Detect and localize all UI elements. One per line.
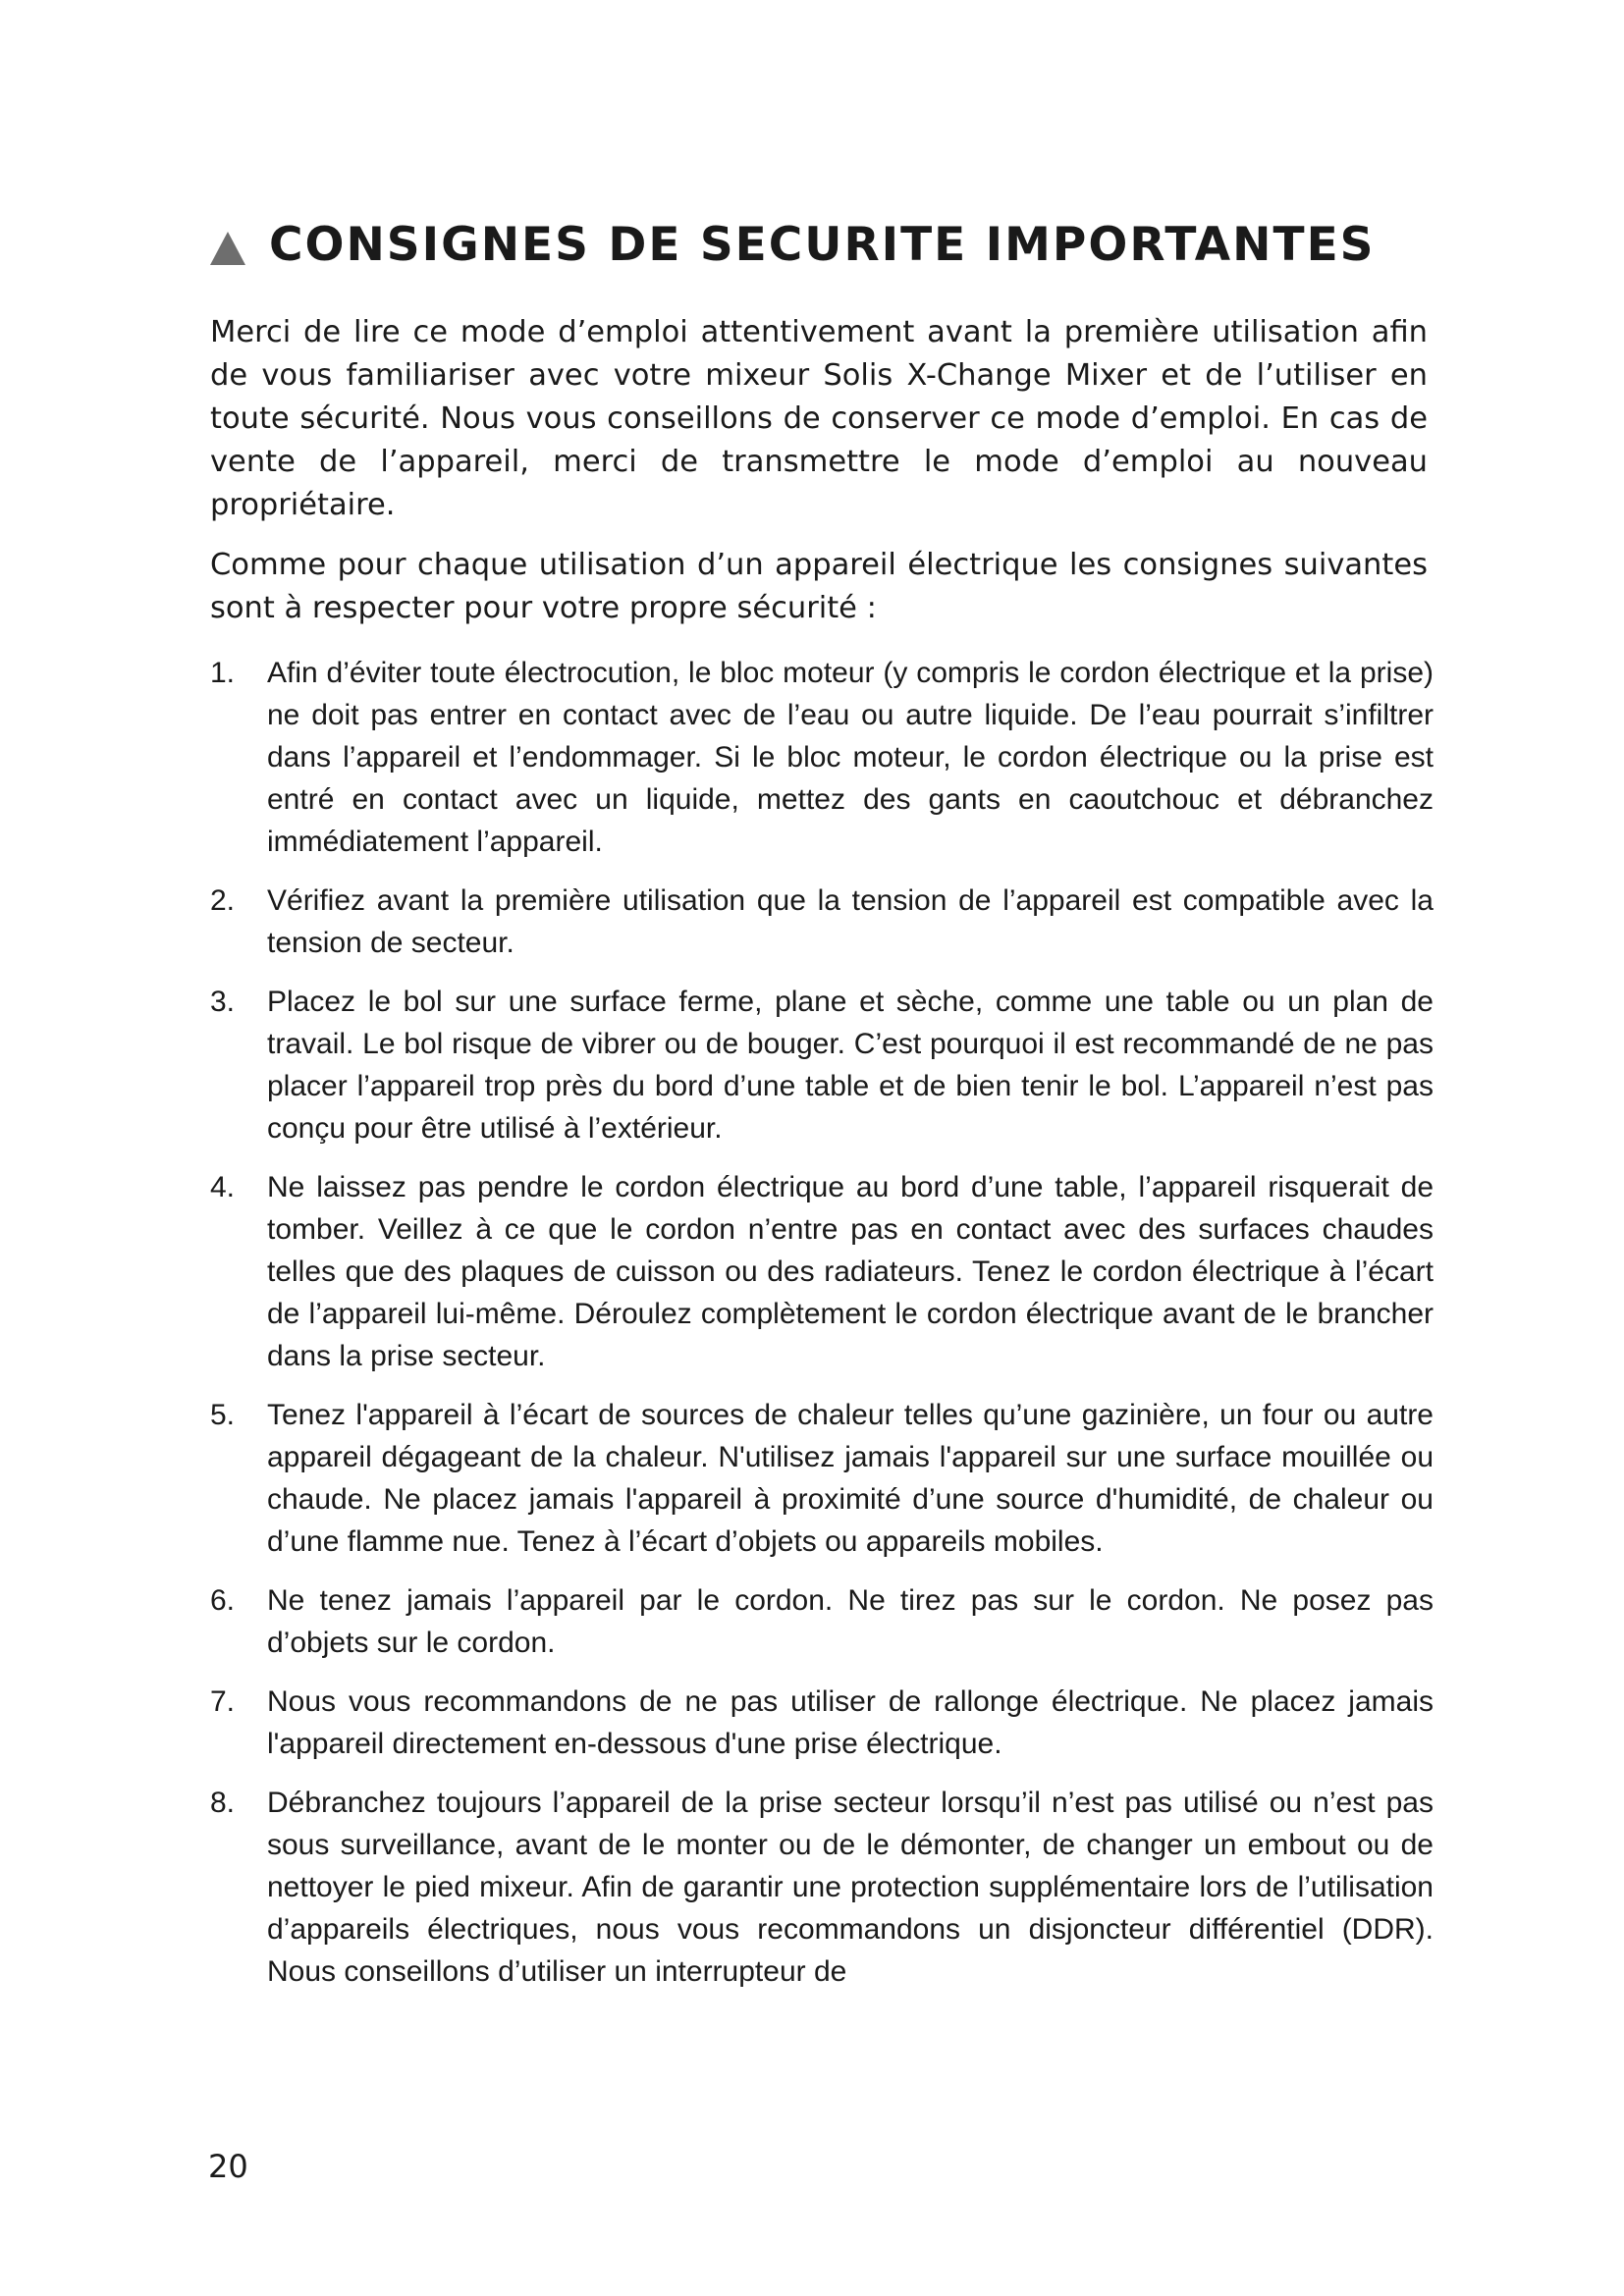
list-item-number: 7. bbox=[210, 1685, 236, 1718]
page-number: 20 bbox=[208, 2148, 248, 2185]
list-item bbox=[210, 1166, 1434, 1377]
list-item bbox=[210, 1681, 1434, 1765]
intro-paragraph-2: Comme pour chaque utilisation d’un appareil électrique les consignes suivantes sont à respecter pour votre propre sécurité : bbox=[210, 548, 1428, 625]
list-item-text: Placez le bol sur une surface ferme, plane et sèche, comme une table ou un plan de travail. Le bol risque de vibrer ou de bouger. C’est pourquoi il est recommandé de ne pas placer l’appareil trop près du bord d’une table et de bien tenir le bol. L’appareil n’est pas conçu pour être utilisé à l’extérieur. bbox=[267, 986, 1434, 1145]
list-item-text: Ne laissez pas pendre le cordon électrique au bord d’une table, l’appareil risquerait de tomber. Veillez à ce que le cordon n’entre pas en contact avec des surfaces chaudes telles que des plaques de cuisson ou des radiateurs. Tenez le cordon électrique à l’écart de l’appareil lui-même. Déroulez complètement le cordon électrique avant de le brancher dans la prise secteur. bbox=[267, 1171, 1434, 1372]
list-item-number: 8. bbox=[210, 1787, 236, 1819]
list-item-text: Afin d’éviter toute électrocution, le bloc moteur (y compris le cordon électrique et la prise) ne doit pas entrer en contact avec de l’eau ou autre liquide. De l’eau pourrait s’infiltrer dans l’appareil et l’endommager. Si le bloc moteur, le cordon électrique ou la prise est entré en contact avec un liquide, mettez des gants en caoutchouc et débranchez immédiatement l’appareil. bbox=[267, 657, 1434, 858]
list-item bbox=[210, 652, 1434, 863]
list-item-text: Débranchez toujours l’appareil de la prise secteur lorsqu’il n’est pas utilisé ou n’est pas sous surveillance, avant de le monter ou de le démonter, de changer un embout ou de nettoyer le pied mixeur. Afin de garantir une protection supplémentaire lors de l’utilisation d’appareils électriques, nous vous recommandons un disjoncteur différentiel (DDR). Nous conseillons d’utiliser un interrupteur de bbox=[267, 1787, 1434, 1988]
list-item-number: 2. bbox=[210, 884, 236, 917]
intro-paragraph-1: Merci de lire ce mode d’emploi attentivement avant la première utilisation afin de vous familiariser avec votre mixeur Solis X-Change Mixer et de l’utiliser en toute sécurité. Nous vous conseillons de conserver ce mode d’emploi. En cas de vente de l’appareil, merci de transmettre le mode d’emploi au nouveau propriétaire. bbox=[210, 315, 1428, 522]
page-title: CONSIGNES DE SECURITE IMPORTANTES bbox=[269, 218, 1376, 272]
list-item-text: Ne tenez jamais l’appareil par le cordon. Ne tirez pas sur le cordon. Ne posez pas d’objets sur le cordon. bbox=[267, 1584, 1434, 1659]
list-item bbox=[210, 1394, 1434, 1563]
title-row bbox=[210, 218, 1447, 272]
safety-instructions-list bbox=[210, 652, 1434, 2009]
list-item bbox=[210, 880, 1434, 964]
list-item bbox=[210, 1782, 1434, 1993]
list-item-number: 4. bbox=[210, 1171, 236, 1203]
list-item-number: 5. bbox=[210, 1399, 236, 1431]
list-item-text: Vérifiez avant la première utilisation que la tension de l’appareil est compatible avec la tension de secteur. bbox=[267, 884, 1434, 959]
warning-triangle-icon bbox=[210, 232, 245, 265]
list-item-number: 6. bbox=[210, 1584, 236, 1617]
list-item bbox=[210, 981, 1434, 1149]
list-item-text: Tenez l'appareil à l’écart de sources de chaleur telles qu’une gazinière, un four ou autre appareil dégageant de la chaleur. N'utilisez jamais l'appareil sur une surface mouillée ou chaude. Ne placez jamais l'appareil à proximité d’une source d'humidité, de chaleur ou d’une flamme nue. Tenez à l’écart d’objets ou appareils mobiles. bbox=[267, 1399, 1434, 1558]
list-item-number: 1. bbox=[210, 657, 236, 689]
list-item-text: Nous vous recommandons de ne pas utiliser de rallonge électrique. Ne placez jamais l'appareil directement en-dessous d'une prise électrique. bbox=[267, 1685, 1434, 1760]
list-item bbox=[210, 1579, 1434, 1664]
list-item-number: 3. bbox=[210, 986, 236, 1018]
